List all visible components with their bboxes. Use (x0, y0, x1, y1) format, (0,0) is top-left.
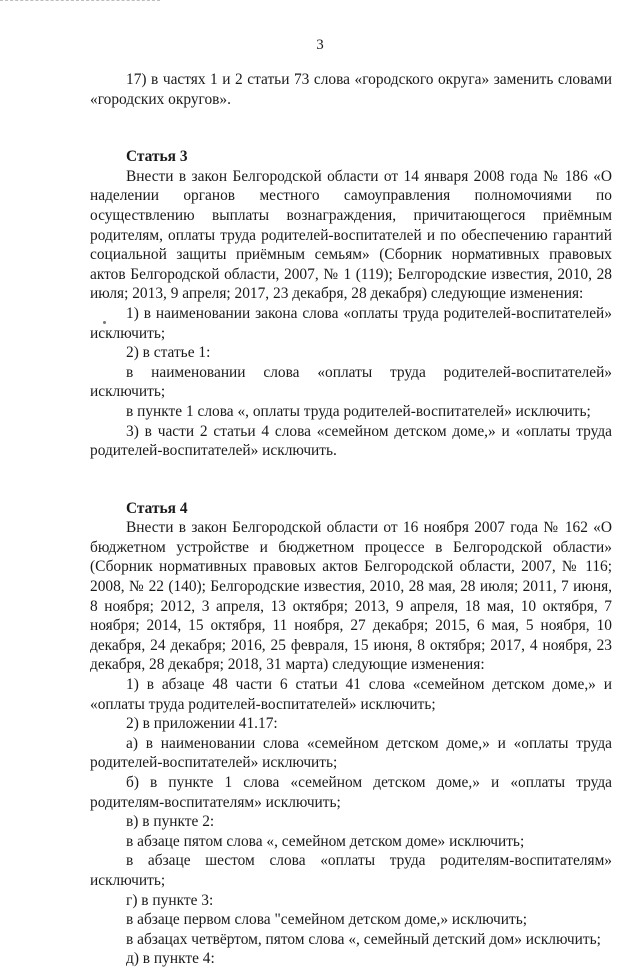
article-4-paragraph: в) в пункте 2: (126, 813, 215, 831)
article-4-paragraph: в абзацах четвёртом, пятом слова «, семейный детский дом» исключить; (126, 930, 601, 948)
article-3-paragraph: 3) в части 2 статьи 4 слова «семейном детском доме,» и «оплаты труда родителей-воспитателей» исключить. (90, 422, 612, 460)
article-3-paragraph: в пункте 1 слова «, оплаты труда родителей-воспитателей» исключить; (126, 402, 591, 420)
article-3-paragraph: 2) в статье 1: (126, 344, 211, 362)
intro-paragraph: 17) в частях 1 и 2 статьи 73 слова «городского округа» заменить словами «городских округов». (90, 71, 612, 108)
article-4-paragraph: 2) в приложении 41.17: (126, 715, 278, 733)
article-4-paragraph: а) в наименовании слова «семейном детском доме,» и «оплаты труда родителей-воспитателей» исключить; (90, 734, 612, 772)
article-4-paragraph: д) в пункте 4: (126, 950, 215, 968)
page-number: 3 (316, 37, 324, 53)
article-4-paragraph: б) в пункте 1 слова «семейном детском доме,» и «оплаты труда родителям-воспитателям» исключить; (90, 774, 612, 811)
article-3-paragraph: 1) в наименовании закона слова «оплаты труда родителей-воспитателей» исключить; (90, 304, 612, 342)
article-4-paragraph: в абзаце первом слова "семейном детском доме,» исключить; (126, 911, 528, 929)
article-3-paragraph: в наименовании слова «оплаты труда родителей-воспитателей» исключить; (90, 363, 612, 401)
article-4-heading: Статья 4 (126, 499, 188, 517)
document-body (90, 70, 612, 969)
article-4-paragraph: в абзаце пятом слова «, семейном детском доме» исключить; (126, 832, 525, 850)
article-3-paragraph: Внести в закон Белгородской области от 14 января 2008 года № 186 «О наделении органов местного самоуправления полномочиями по осуществлению выплаты вознаграждения, причитающегося приёмным родителям, оплаты труда родителей-воспитателей и по обеспечению гарантий социальной защиты приёмным семьям» (Сборник нормативных правовых актов Белгородской области, 2007, № 1 (119); Белгородские известия, 2010, 28 июля; 2013, 9 апреля; 2017, 23 декабря, 28 декабря) следующие изменения: (90, 167, 612, 303)
article-4-paragraph: в абзаце шестом слова «оплаты труда родителям-воспитателям» исключить; (90, 852, 612, 889)
article-4-paragraph: Внести в закон Белгородской области от 16 ноября 2007 года № 162 «О бюджетном устройстве и бюджетном процессе в Белгородской области» (Сборник нормативных правовых актов Белгородской области, 2007, № 116; 2008, № 22 (140); Белгородские известия, 2010, 28 мая, 28 июля; 2011, 7 июня, 8 ноября; 2012, 3 апреля, 13 октября; 2013, 9 апреля, 18 мая, 10 октября, 7 ноября; 2014, 15 октября, 11 ноября, 27 декабря; 2015, 6 мая, 5 ноября, 10 декабря, 24 декабря; 2016, 25 февраля, 15 июня, 8 октября; 2017, 4 ноября, 23 декабря, 28 декабря; 2018, 31 марта) следующие изменения: (90, 519, 612, 674)
scan-edge-line (0, 0, 160, 3)
article-4-paragraph: г) в пункте 3: (126, 891, 214, 909)
article-4-paragraph: 1) в абзаце 48 части 6 статьи 41 слова «семейном детском доме,» и «оплаты труда родителей-воспитателей» исключить; (90, 676, 612, 713)
article-3-heading: Статья 3 (126, 148, 188, 166)
